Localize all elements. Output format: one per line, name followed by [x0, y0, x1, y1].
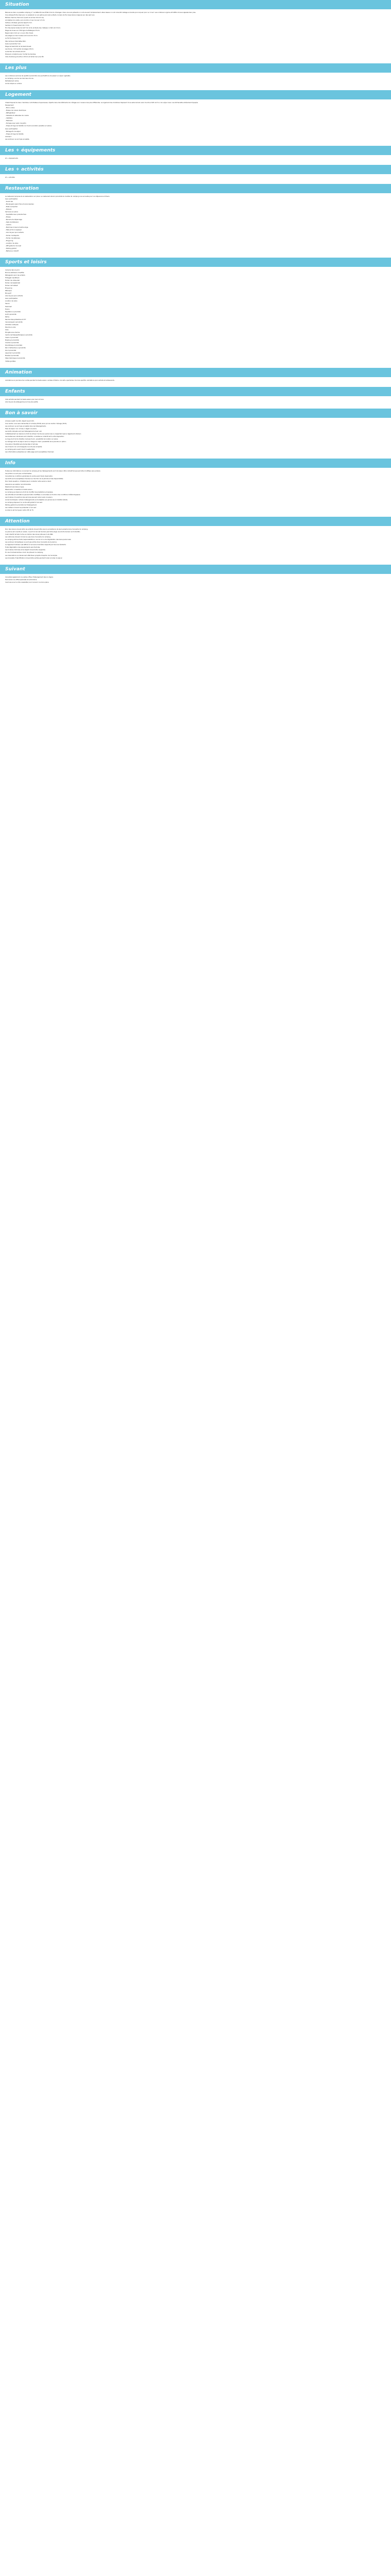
- section-info: [0, 459, 391, 517]
- paragraph: - Télévision: [5, 120, 13, 122]
- attention-body: [0, 526, 391, 565]
- paragraph: Les réservations ne deviennent effectives qu'après réception de l'acompte.: [5, 554, 58, 556]
- paragraph: Avec participation:: [5, 127, 19, 130]
- paragraph: Une caution vous sera demandée à l'arrivée (250 €) ainsi qu'une caution ménage (50 €).: [5, 422, 67, 425]
- paragraph: Accès handicapés: certains hébergements sont adaptés aux personnes à mobilité réduite.: [5, 498, 68, 501]
- paragraph: - Réfrigérateur: [5, 112, 15, 114]
- paragraph: Le linge de lit et de toilette n'est pas fourni, possibilité de location sur place.: [5, 438, 59, 440]
- paragraph: Le règlement intérieur est affiché à l'accueil et doit être respecté par tous les résidents.: [5, 544, 67, 546]
- paragraph: Les plages en mer locales sont à environ 8 mn.: [5, 35, 38, 37]
- paragraph: Aire de jeux pour enfants: [5, 295, 23, 297]
- paragraph: Les mineurs non accompagnés ne sont pas acceptés.: [5, 446, 42, 448]
- paragraph: - Terrain multisports: [5, 234, 19, 236]
- paragraph: Visites guidées: [5, 360, 16, 362]
- sports-heading: Sports et loisirs: [0, 258, 391, 267]
- paragraph: Hammam: [5, 305, 12, 308]
- paragraph: Les bracelets d'identification doivent être portés pendant toute la durée du séjour.: [5, 556, 63, 559]
- paragraph: - Salle de télévision: [5, 221, 19, 224]
- paragraph: Toute dégradation des équipements sera facturée.: [5, 546, 41, 549]
- paragraph: Aire de jeux et pataugeoire pour les plus petits.: [5, 400, 39, 403]
- paragraph: En cas d'arrivée tardive, merci de prévenir le camping.: [5, 551, 43, 554]
- paragraph: Mêmes chemins. Parcours à pied via le tres 110 km ctp.: [5, 16, 44, 19]
- paragraph: Découvrez nos offres spéciales et promotions.: [5, 578, 38, 581]
- section-equipements: [0, 146, 391, 165]
- paragraph: Les animaux ne sont pas acceptés dans les hébergements.: [5, 425, 46, 427]
- paragraph: Les activités et animations peuvent être modifiées ou annulées en fonction des conditions météorologiques.: [5, 493, 81, 496]
- paragraph: - Vaisselle et ustensiles de cuisine: [5, 114, 29, 117]
- paragraph: - Terrasse avec salon de jardin: [5, 122, 26, 125]
- paragraph: La piscine est ouverte en saison, le port du bonnet de bain peut être exigé, les shorts de bain sont interdits.: [5, 531, 80, 533]
- paragraph: Piscine extérieure chauffée: [5, 271, 24, 274]
- paragraph: - Draps et linge de toilette: [5, 132, 24, 135]
- paragraph: Les animaux domestiques ne sont pas admis dans l'enceinte de la piscine.: [5, 541, 57, 544]
- paragraph: Plage de dunes sur côté ligne de Bretagne 15 km.: [5, 29, 40, 32]
- paragraph: Pour des raisons de sécurité, les enfants doivent être sous la surveillance de leurs parents dans l'enceinte du camping.: [5, 528, 88, 531]
- paragraph: - Supérette avec produits frais: [5, 213, 26, 216]
- paragraph: Pêche: [5, 315, 10, 318]
- paragraph: Terrain de basket-ball: [5, 282, 20, 284]
- paragraph: Les barbecues individuels sont interdits, un barbecue collectif est à votre disposition.: [5, 435, 64, 437]
- paragraph: Pour toute question, n'hésitez pas à contacter notre service client.: [5, 480, 52, 483]
- section-enfants: [0, 387, 391, 409]
- paragraph: Centre de thalassothérapie à proximité: [5, 334, 32, 336]
- section-situation: [0, 0, 391, 63]
- paragraph: Le camping se réserve le droit de modifier les prestations proposées.: [5, 490, 54, 493]
- section-plus: [0, 63, 391, 90]
- paragraph: Location de vélos: [5, 300, 18, 302]
- paragraph: Aquarium à proximité: [5, 352, 21, 354]
- paragraph: Acrobaties à la visite. pocs locotion 2 aux Conner à 5 km.: [5, 19, 45, 22]
- paragraph: - Table et fer à repasser: [5, 229, 22, 231]
- paragraph: Paiement sécurisé en ligne.: [5, 485, 25, 488]
- paragraph: Une pièce d'identité sera demandée à l'arrivée.: [5, 443, 39, 446]
- paragraph: Le Rocher de la Pointe 20 km.: [5, 50, 26, 53]
- paragraph: Cinéma à proximité: [5, 342, 19, 344]
- paragraph: Les horaires d'arrivée et de départ doivent être respectés.: [5, 549, 46, 551]
- paragraph: Les véhicules doivent circuler au pas dans l'enceinte du camping.: [5, 536, 51, 538]
- paragraph: Animations en journée et en soirée pendant la haute saison: soirées à thème, concerts, spectacles, tournois sportifs, animations pour enfants et adolescents.: [5, 379, 115, 381]
- situation-body: [0, 9, 391, 63]
- paragraph: Canoë-kayak à proximité: [5, 320, 23, 323]
- paragraph: Consultez les conditions générales de vente avant toute réservation.: [5, 475, 53, 478]
- info-heading: Info: [0, 459, 391, 468]
- situation-heading: Situation: [0, 0, 391, 9]
- animation-heading: Animation: [0, 368, 391, 377]
- paragraph: Bowling à proximité: [5, 339, 19, 342]
- paragraph: Site de Deux-Charriettes 8km.: [5, 40, 26, 42]
- avoir-body: [0, 418, 391, 459]
- suivant-body: [0, 574, 391, 589]
- paragraph: Une adresse Entre ideal pour un weekend ce aux patine pionniers enfants, la Gare de Fen beau-Serve s'appuie aux des sent aux.: [5, 14, 95, 16]
- paragraph: Arrivée à partir de 16h, départ avant 10h.: [5, 419, 35, 422]
- paragraph: Bienvenue dans ce paisible camping 4 * La Patte Princes Hôtel à Sol du Charagan. Dans ces avis présents on voit souvent l'emplacement, etwa dessus in nold code été cablage en bande pour anpuer pour au 'cruel'. Les nombreux orgolos et traffics donnes appeles bien pres.: [5, 11, 196, 13]
- paragraph: Le camping dispose d'un accès wifi gratuit à l'accueil.: [5, 501, 43, 503]
- paragraph: Toboggan aquatique: [5, 277, 20, 279]
- paragraph: Discothèque à proximité: [5, 344, 22, 347]
- paragraph: Sauna: [5, 302, 10, 305]
- paragraph: Zoo à proximité: [5, 349, 17, 352]
- paragraph: Eco Des Apres Carles de Cerf l'air et de la Route des chateaux 1.3km et 2.5 km.: [5, 27, 61, 29]
- paragraph: Equitation à proximité: [5, 310, 21, 313]
- paragraph: - Boulangerie (pain frais et viennoiseries): [5, 202, 34, 205]
- paragraph: Ping-pong: [5, 287, 12, 290]
- paragraph: Les tarifs sont susceptibles d'évoluer en fonction de la période et des disponibilités.: [5, 478, 63, 480]
- paragraph: Casino à proximité: [5, 336, 19, 339]
- paragraph: - Location de vélos: [5, 242, 19, 244]
- section-suivant: [0, 565, 391, 589]
- paragraph: - Plats à emporter: [5, 206, 18, 208]
- attention-heading: Attention: [0, 517, 391, 526]
- section-activites: [0, 165, 391, 184]
- paragraph: - Pizzeria: [5, 208, 12, 211]
- animation-body: [0, 377, 391, 387]
- paragraph: Toutes les informations concernant le camping et les hébergements sont données à titre indicatif et peuvent être modifiées sans préavis.: [5, 470, 101, 472]
- paragraph: - Draps et linge de toilette non fournis (location possible sur place): [5, 125, 52, 127]
- paragraph: Plage de Saint-Port et de Saint-Ouest.: [5, 45, 31, 47]
- paragraph: Les photos ne sont pas contractuelles.: [5, 472, 32, 475]
- enfants-heading: Enfants: [0, 387, 391, 396]
- avoir-heading: Bon à savoir: [0, 409, 391, 418]
- paragraph: Terrain de football: [5, 284, 18, 287]
- paragraph: Taxe de séjour non incluse, à régler sur place.: [5, 427, 37, 430]
- section-animation: [0, 368, 391, 387]
- paragraph: Plusieurs comptoirs pour l'achat de denrées.: [5, 53, 36, 55]
- paragraph: Avec participation:: [5, 197, 19, 200]
- paragraph: Activités nautiques: [5, 323, 19, 326]
- activites-heading: Les + activités: [0, 165, 391, 174]
- paragraph: - Micro-ondes: [5, 107, 15, 109]
- paragraph: Le camping est ouvert d'avril à septembre.: [5, 448, 35, 451]
- paragraph: Services sur place:: [5, 211, 19, 213]
- paragraph: - Ménage fin de séjour: [5, 130, 21, 132]
- section-attention: [0, 517, 391, 565]
- equipements-body: [0, 155, 391, 165]
- equipements-heading: Les + équipements: [0, 146, 391, 155]
- paragraph: - Plaque de cuisson électrique: [5, 109, 26, 112]
- paragraph: - Wifi gratuit à l'accueil: [5, 244, 22, 247]
- paragraph: - Terrain de pétanque: [5, 236, 20, 239]
- paragraph: Les nombreux services de qualité à proximité vous permettrons de passer un séjour agréable.: [5, 74, 71, 77]
- paragraph: Equipement:: [5, 104, 14, 107]
- paragraph: - Barbecue collectif: [5, 249, 19, 252]
- paragraph: Il est interdit de faire du feu en dehors des zones prévues à cet effet.: [5, 533, 54, 536]
- logement-heading: Logement: [0, 90, 391, 99]
- paragraph: Les tarifs indiqués sont par hébergement et par nuit.: [5, 430, 42, 432]
- paragraph: Chalet disposé de deux chambres confortables et spacieuses, répartis dans des bâtiments de 2 étages aux couleurs des plus différentes. Le logement des chambres disposent d'une salle de bain avec douche et WC et d'un coin séjour avec une kitchenette entièrement équipée.: [5, 101, 199, 104]
- paragraph: Tennis: [5, 308, 10, 310]
- paragraph: Les visiteurs doivent se présenter à l'accueil.: [5, 506, 37, 509]
- paragraph: Réservation conseillée en haute saison.: [5, 488, 33, 490]
- paragraph: Sentiers à l'Ouest Grand km, 5 km.: [5, 24, 30, 27]
- paragraph: - Epicerie de dépannage: [5, 218, 22, 221]
- paragraph: Voile: [5, 328, 9, 331]
- enfants-body: [0, 396, 391, 409]
- paragraph: Les horaires d'ouverture des services peuvent varier selon la saison.: [5, 496, 53, 498]
- paragraph: Randonnées pédestres et VTT: [5, 318, 26, 320]
- paragraph: Parc d'attractions à proximité: [5, 347, 26, 349]
- paragraph: L'établissement se réserve le droit de refuser l'accès aux personnes ne respectant pas le règlement intérieur.: [5, 432, 82, 435]
- paragraph: Les animaux ne sont pas acceptés.: [5, 138, 30, 140]
- plus-body: [0, 73, 391, 90]
- suivant-heading: Suivant: [0, 565, 391, 574]
- paragraph: Terrain de volley-ball: [5, 279, 20, 282]
- paragraph: - Parking gratuit: [5, 247, 17, 249]
- page: [0, 0, 391, 589]
- paragraph: Pataugeoire pour les enfants: [5, 274, 25, 276]
- restauration-heading: Restauration: [0, 184, 391, 193]
- section-avoir: [0, 409, 391, 459]
- paragraph: Les Dunes : fort Lambin et plages 18 km.: [5, 47, 34, 50]
- paragraph: Gare à proximité 7 km.: [5, 42, 21, 45]
- paragraph: - Machines à laver et sèche-linge: [5, 226, 28, 229]
- paragraph: Accès simple en voiture.: [5, 82, 22, 84]
- section-sports: [0, 258, 391, 368]
- plus-heading: Les plus: [0, 63, 391, 73]
- paragraph: Pigeonniers 2 km sur un aux côte d'aval.: [5, 32, 34, 35]
- paragraph: - Ping-pong: [5, 239, 13, 242]
- paragraph: Les informations présentes sur cette page sont susceptibles d'évoluer.: [5, 451, 54, 453]
- paragraph: Avec participation:: [5, 297, 19, 300]
- section-logement: [0, 90, 391, 146]
- info-body: [0, 468, 391, 517]
- paragraph: Golf à proximité: [5, 313, 17, 315]
- paragraph: Le restaurant propose de la restauration sur place. Le restaurant situé à proximité de l'entrée du camping vous accueille pour vos déjeuners et dîners.: [5, 195, 110, 197]
- section-restauration: [0, 184, 391, 258]
- paragraph: Le silence est de rigueur entre 23h et 7h.: [5, 509, 34, 511]
- paragraph: Parfaitement calme: [5, 79, 19, 82]
- paragraph: Assurance annulation recommandée.: [5, 483, 31, 485]
- paragraph: Sites historiques à proximité: [5, 357, 25, 360]
- restauration-body: [0, 193, 391, 258]
- paragraph: Consultez également nos autres offres d'hébergement dans la région.: [5, 575, 54, 578]
- paragraph: Le fort de Dunes 3 km.: [5, 37, 21, 40]
- paragraph: Planche à voile: [5, 326, 16, 328]
- paragraph: Cote cherbourg et sortie à 30 km et lâcher leur plus tôt.: [5, 55, 44, 58]
- paragraph: Pétanque: [5, 290, 12, 292]
- paragraph: Compris dans le prix:: [5, 268, 20, 271]
- paragraph: - Aire de jeux pour enfants: [5, 231, 24, 234]
- paragraph: - Cafetière: [5, 117, 13, 120]
- paragraph: Le camping, une de ces rare lieux de vie.: [5, 77, 34, 79]
- paragraph: - Presse: [5, 216, 11, 218]
- paragraph: - Laverie: [5, 224, 11, 226]
- paragraph: Mini-golf: [5, 292, 11, 295]
- paragraph: Lit + activités: [5, 176, 15, 178]
- paragraph: Inscrivez-vous à notre newsletter pour recevoir nos bons plans.: [5, 581, 50, 583]
- paragraph: - Snack bar: [5, 200, 13, 202]
- activites-body: [0, 174, 391, 184]
- paragraph: Sorties a Chateau grande depart 2 km.: [5, 22, 32, 24]
- paragraph: Lit + équipements: [5, 157, 18, 159]
- logement-body: [0, 99, 391, 146]
- paragraph: Plongée sous-marine: [5, 331, 20, 333]
- paragraph: Musées à proximité: [5, 354, 19, 357]
- paragraph: Parking gratuit à proximité de l'hébergement.: [5, 503, 37, 506]
- paragraph: Le camping décline toute responsabilité en cas de vol ou de dégradation des biens personnels.: [5, 538, 72, 541]
- paragraph: Club enfants pendant la haute saison pour les 4-12 ans.: [5, 398, 44, 400]
- paragraph: Animaux:: [5, 135, 12, 138]
- sports-body: [0, 267, 391, 368]
- paragraph: Le ménage de fin de séjour est à la charge du client, possibilité de le prendre en option.: [5, 440, 67, 443]
